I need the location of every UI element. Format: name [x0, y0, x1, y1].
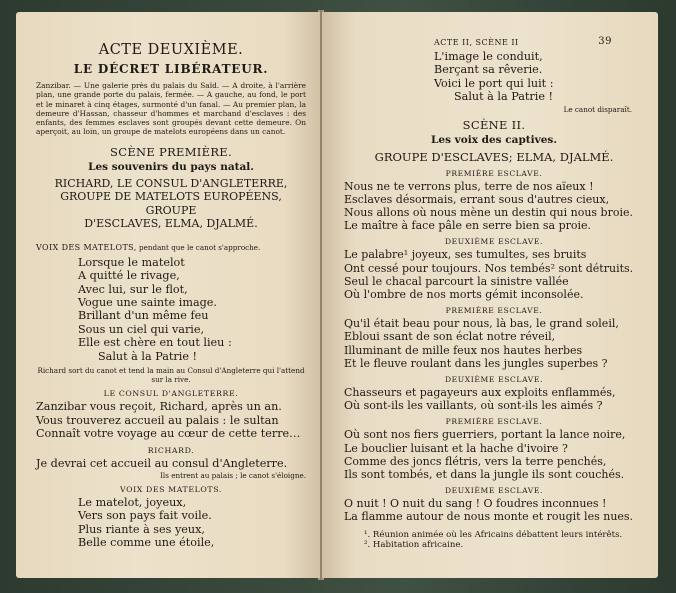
verse-line: Le bouclier luisant et la hache d'ivoire ?	[344, 441, 568, 455]
verse-line: Nous ne te verrons plus, terre de nos aïeux !	[344, 179, 594, 193]
refrain-line: Salut à la Patrie !	[98, 349, 197, 363]
verse-line: Sous un ciel qui varie,	[78, 322, 205, 336]
act-subtitle: LE DÉCRET LIBÉRATEUR.	[73, 62, 269, 76]
stage-direction: pendant que le canot s'approche.	[136, 242, 261, 252]
verse-line: Plus riante à ses yeux,	[78, 522, 205, 536]
act-title: ACTE DEUXIÈME.	[98, 42, 244, 58]
scene-title: SCÈNE II.	[462, 117, 526, 132]
scene-title: SCÈNE PREMIÈRE.	[110, 144, 232, 159]
song-continuation	[344, 50, 644, 104]
speaker-label: PREMIÈRE ESCLAVE.	[445, 168, 543, 178]
running-head	[344, 36, 644, 50]
verse-line: Belle comme une étoile,	[78, 536, 215, 550]
stage-direction: Ils entrent au palais ; le canot s'éloigne.	[160, 471, 306, 481]
verse-line: Ils sont tombés, et dans la jungle ils sont couchés.	[344, 468, 625, 482]
dialogue-block	[344, 417, 644, 481]
verse-line: Et le fleuve roulant dans les jungles superbes ?	[344, 356, 608, 370]
verse-line: Ebloui ssant de son éclat notre réveil,	[344, 330, 556, 344]
verse-line: Voici le port qui luit :	[434, 76, 554, 90]
richard-line: Je devrai cet accueil au consul d'Angleterre.	[36, 456, 288, 470]
left-page	[16, 12, 320, 578]
verse-line: Qu'il était beau pour nous, là bas, le grand soleil,	[344, 317, 619, 331]
dialogue-block	[344, 486, 644, 523]
verse-line: Où sont nos fiers guerriers, portant la lance noire,	[344, 428, 626, 442]
verse-line: Seul le chacal parcourt la sinistre vallée	[344, 274, 569, 288]
footnotes	[344, 530, 644, 551]
footnote: ². Habitation africaine.	[364, 540, 464, 551]
verse-line: Brillant d'un même feu	[78, 309, 209, 323]
verse-line: A quitté le rivage,	[78, 269, 180, 283]
verse-line: L'image le conduit,	[434, 50, 543, 63]
verse-line: Vous trouverez accueil au palais : le sultan	[36, 413, 279, 427]
stage-direction: Le canot disparaît.	[563, 104, 632, 114]
speaker-label: DEUXIÈME ESCLAVE.	[444, 375, 544, 385]
song-1	[36, 256, 306, 363]
cast-line: RICHARD, LE CONSUL D'ANGLETERRE,	[54, 176, 288, 190]
verse-line: Où l'ombre de nos morts gémit inconsolée.	[344, 288, 584, 302]
verse-line: Connaît votre voyage au cœur de cette terre…	[36, 427, 301, 441]
dialogue	[344, 169, 644, 524]
verse-line: Nous allons où nous mène un destin qui nous broie.	[344, 206, 633, 220]
verse-line: Chasseurs et pagayeurs aux exploits enflammés,	[344, 386, 616, 400]
verse-line: Lorsque le matelot	[78, 255, 185, 269]
dialogue-block	[344, 169, 644, 233]
verse-line: Zanzibar vous reçoit, Richard, après un an.	[36, 400, 282, 414]
verse-line: Avec lui, sur le flot,	[78, 282, 188, 296]
verse-line: Vers son pays fait voile.	[78, 509, 212, 523]
speaker-label: RICHARD.	[147, 445, 195, 455]
cast-line: GROUPE DE MATELOTS EUROPÉENS, GROUPE	[60, 190, 282, 217]
cast-list: GROUPE D'ESCLAVES; ELMA, DJALMÉ.	[374, 149, 614, 164]
speaker-label: LE CONSUL D'ANGLETERRE.	[103, 389, 239, 399]
footnote: ¹. Réunion animée où les Africains débattent leurs intérêts.	[364, 529, 623, 540]
speaker-label: VOIX DES MATELOTS.	[120, 485, 222, 495]
verse-line: Le palabre¹ joyeux, ses tumultes, ses bruits	[344, 248, 587, 262]
verse-line: Le maître à face pâle en serre bien sa proie.	[344, 219, 592, 233]
page-number: 39	[598, 36, 612, 47]
scene-subtitle: Les souvenirs du pays natal.	[88, 160, 254, 173]
verse-line: La flamme autour de nous monte et rougit les nues.	[344, 510, 634, 524]
dialogue-block	[344, 237, 644, 301]
right-page	[322, 12, 658, 578]
verse-line: Berçant sa rêverie.	[434, 63, 543, 77]
verse-line: Le matelot, joyeux,	[78, 496, 187, 510]
scene-subtitle: Les voix des captives.	[431, 133, 557, 146]
cast-line: D'ESCLAVES, ELMA, DJALMÉ.	[84, 217, 258, 231]
voices-1	[36, 235, 306, 254]
cast-list	[36, 177, 306, 231]
verse-line: O nuit ! O nuit du sang ! O foudres inconnues !	[344, 497, 607, 511]
speaker-label: PREMIÈRE ESCLAVE.	[445, 417, 543, 427]
setting-description: Zanzibar. — Une galerie près du palais du Saïd. — A droite, à l'arrière plan, une grande porte du palais, fermée. — A gauche, au fond, le port et le minaret à cinq étages, surmonté d'un fanal. — Au premier plan, la demeure d'Hassan, chasseur d'hommes et marchand d'esclaves : des enfants, des femmes esclaves sont groupés devant cette demeure. On aperçoit, au loin, un groupe de matelots européens dans un canot.	[36, 81, 306, 137]
verse-line: Ont cessé pour toujours. Nos tembés² sont détruits.	[344, 261, 634, 275]
speaker-label: VOIX DES MATELOTS,	[36, 242, 137, 252]
refrain-line: Salut à la Patrie !	[454, 90, 553, 104]
dialogue-block	[344, 375, 644, 412]
stage-direction: Richard sort du canot et tend la main au Consul d'Angleterre qui l'attend sur la rive.	[37, 366, 305, 385]
speaker-label: DEUXIÈME ESCLAVE.	[444, 237, 544, 247]
speaker-label: DEUXIÈME ESCLAVE.	[444, 486, 544, 496]
song-2	[36, 496, 306, 550]
verse-line: Illuminant de mille feux nos hautes herbes	[344, 343, 583, 357]
verse-line: Esclaves désormais, errant sous d'autres cieux,	[344, 192, 610, 206]
consul-speech	[36, 400, 306, 440]
dialogue-block	[344, 306, 644, 370]
verse-line: Vogue une sainte image.	[78, 296, 217, 309]
verse-line: Elle est chère en tout lieu :	[78, 336, 232, 350]
running-head-title: ACTE II, SCÈNE II	[434, 38, 519, 47]
verse-line: Où sont-ils les vaillants, où sont-ils les aimés ?	[344, 399, 603, 413]
speaker-label: PREMIÈRE ESCLAVE.	[445, 306, 543, 316]
verse-line: Comme des joncs flétris, vers la terre penchés,	[344, 454, 607, 468]
